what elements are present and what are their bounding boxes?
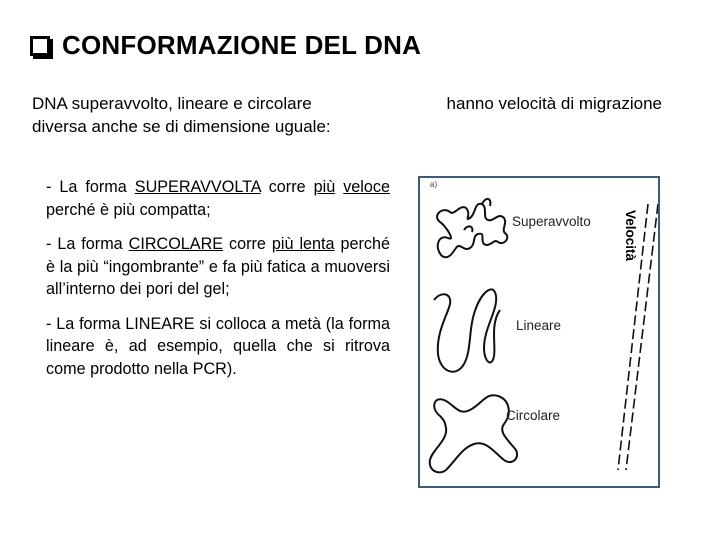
title-row: [30, 30, 421, 61]
bullet-list: [46, 176, 390, 392]
bullet-2-suffix: perché è la più “ingombrante” e fa più fatica a muoversi all’interno dei pori del gel;: [46, 235, 390, 298]
bullet-linear: - La forma LINEARE si colloca a metà (la forma lineare è, ad esempio, quella che si ritrova come prodotto nella PCR).: [46, 314, 390, 378]
bullet-1-speed-b: veloce: [343, 178, 390, 196]
bullet-1-speed-a: più: [313, 178, 336, 196]
bullet-2-term: CIRCOLARE: [128, 235, 224, 253]
supercoiled-dna-icon: [437, 199, 507, 257]
bullet-2-speed: più lenta: [271, 235, 335, 253]
intro-line-1-right: hanno velocità di migrazione: [446, 94, 662, 113]
bullet-1-mid: corre: [260, 178, 314, 196]
page-title: CONFORMAZIONE DEL DNA: [62, 30, 422, 60]
bullet-1-suffix: perché è più compatta;: [46, 200, 211, 219]
bullet-2-prefix: - La forma: [46, 235, 129, 253]
intro-line-2: diversa anche se di dimensione uguale:: [32, 117, 331, 136]
label-linear: Lineare: [516, 318, 562, 333]
bullet-1-prefix: - La forma: [46, 178, 135, 196]
bullet-supercoiled: [46, 176, 390, 221]
bullet-circular: [46, 233, 390, 301]
intro-paragraph: [32, 92, 662, 138]
intro-line-1: [32, 92, 662, 115]
bullet-1-term: SUPERAVVOLTA: [134, 178, 261, 196]
figure-corner-mark: a): [430, 180, 438, 189]
circular-dna-icon: [430, 395, 517, 472]
checkbox-icon: [30, 36, 50, 56]
intro-line-1-left: DNA superavvolto, lineare e circolare: [32, 94, 312, 113]
dna-conformation-figure: [418, 176, 660, 488]
bullet-2-mid: corre: [223, 235, 272, 253]
linear-dna-icon: [434, 289, 500, 371]
label-supercoiled: Superavvolto: [512, 214, 591, 229]
label-circular: Circolare: [506, 408, 561, 423]
velocity-axis-label: Velocità: [623, 210, 638, 262]
